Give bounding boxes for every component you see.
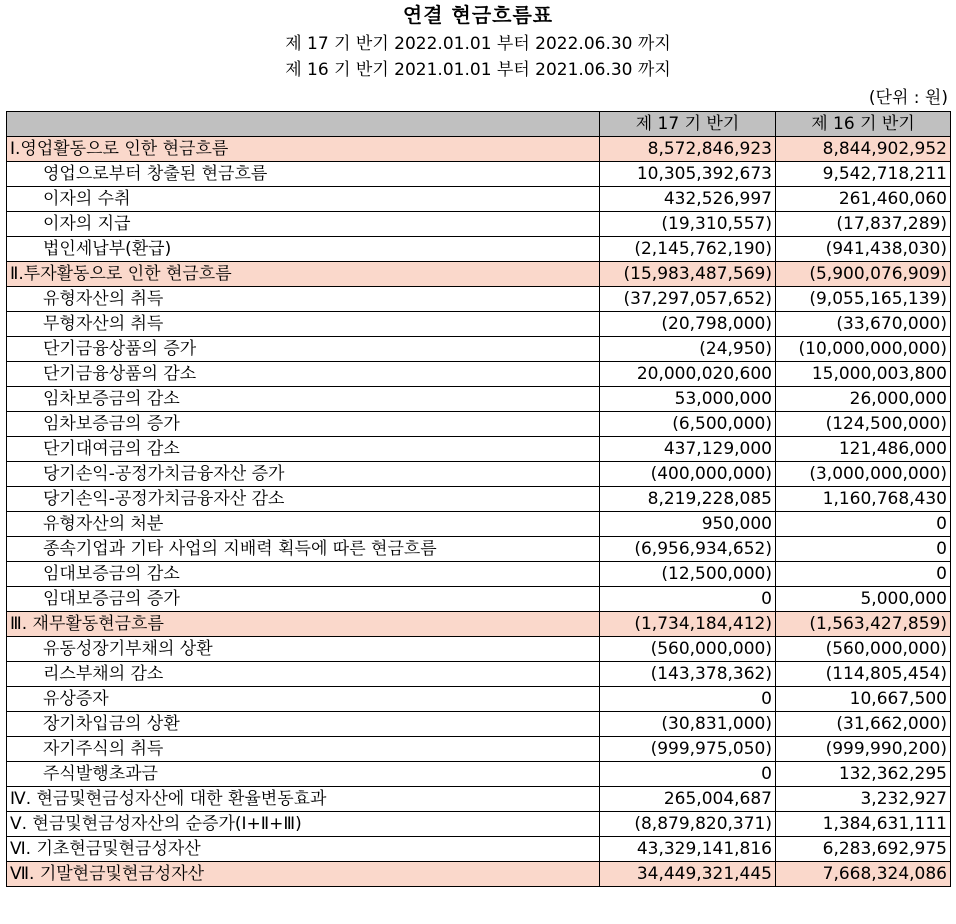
table-row [7,637,951,662]
period-current: 제 17 기 반기 2022.01.01 부터 2022.06.30 까지 [285,34,671,54]
row-label: 법인세납부(환급) [7,237,600,262]
row-current-value: 43,329,141,816 [600,837,776,862]
table-row [7,812,951,837]
row-label: 주식발행초과금 [7,762,600,787]
row-current-value: 0 [600,587,776,612]
row-label: 임대보증금의 감소 [7,562,600,587]
row-label: 자기주식의 취득 [7,737,600,762]
row-prior-value: 1,160,768,430 [776,487,951,512]
row-prior-value: (5,900,076,909) [776,262,951,287]
row-prior-value: (10,000,000,000) [776,337,951,362]
row-prior-value: 26,000,000 [776,387,951,412]
row-label: Ⅶ. 기말현금및현금성자산 [7,862,600,887]
row-prior-value: (999,990,200) [776,737,951,762]
table-row [7,137,951,162]
row-current-value: 20,000,020,600 [600,362,776,387]
row-current-value: 0 [600,762,776,787]
row-label: 임차보증금의 증가 [7,412,600,437]
table-row [7,762,951,787]
table-row [7,562,951,587]
cash-flow-table [6,111,951,887]
table-header-row [7,112,951,137]
table-row [7,237,951,262]
row-prior-value: (560,000,000) [776,637,951,662]
row-label: 임차보증금의 감소 [7,387,600,412]
row-label: Ⅳ. 현금및현금성자산에 대한 환율변동효과 [7,787,600,812]
row-current-value: (37,297,057,652) [600,287,776,312]
table-row [7,737,951,762]
row-label: 단기금융상품의 증가 [7,337,600,362]
row-current-value: (999,975,050) [600,737,776,762]
row-prior-value: 0 [776,562,951,587]
row-label: Ⅱ.투자활동으로 인한 현금흐름 [7,262,600,287]
table-row [7,212,951,237]
table-row [7,287,951,312]
table-row [7,687,951,712]
table-row [7,187,951,212]
table-row [7,512,951,537]
row-label: Ⅰ.영업활동으로 인한 현금흐름 [7,137,600,162]
row-current-value: (2,145,762,190) [600,237,776,262]
row-label: Ⅴ. 현금및현금성자산의 순증가(Ⅰ+Ⅱ+Ⅲ) [7,812,600,837]
row-label: 종속기업과 기타 사업의 지배력 획득에 따른 현금흐름 [7,537,600,562]
row-current-value: (560,000,000) [600,637,776,662]
row-prior-value: 1,384,631,111 [776,812,951,837]
row-label: 유형자산의 취득 [7,287,600,312]
row-label: 이자의 수취 [7,187,600,212]
table-row [7,312,951,337]
row-current-value: 34,449,321,445 [600,862,776,887]
table-row [7,837,951,862]
row-prior-value: (9,055,165,139) [776,287,951,312]
row-label: 이자의 지급 [7,212,600,237]
row-current-value: (20,798,000) [600,312,776,337]
row-current-value: 437,129,000 [600,437,776,462]
table-row [7,437,951,462]
period-prior: 제 16 기 반기 2021.01.01 부터 2021.06.30 까지 [285,60,671,80]
row-current-value: (1,734,184,412) [600,612,776,637]
row-prior-value: (3,000,000,000) [776,462,951,487]
row-prior-value: 3,232,927 [776,787,951,812]
row-current-value: (24,950) [600,337,776,362]
row-current-value: 8,219,228,085 [600,487,776,512]
unit-label: (단위 : 원) [868,88,948,108]
row-current-value: (19,310,557) [600,212,776,237]
row-current-value: 8,572,846,923 [600,137,776,162]
row-current-value: (15,983,487,569) [600,262,776,287]
row-label: 단기금융상품의 감소 [7,362,600,387]
row-label: 당기손익-공정가치금융자산 감소 [7,487,600,512]
header-label-cell [7,112,600,137]
header-current-period: 제 17 기 반기 [600,112,776,137]
table-row [7,337,951,362]
row-label: 리스부채의 감소 [7,662,600,687]
row-label: 영업으로부터 창출된 현금흐름 [7,162,600,187]
table-row [7,612,951,637]
row-label: 단기대여금의 감소 [7,437,600,462]
row-current-value: (6,956,934,652) [600,537,776,562]
row-prior-value: 0 [776,537,951,562]
row-current-value: 432,526,997 [600,187,776,212]
table-row [7,662,951,687]
row-current-value: (12,500,000) [600,562,776,587]
table-row [7,162,951,187]
row-current-value: (30,831,000) [600,712,776,737]
row-label: Ⅵ. 기초현금및현금성자산 [7,837,600,862]
statement-title: 연결 현금흐름표 [402,3,554,27]
row-prior-value: 10,667,500 [776,687,951,712]
row-current-value: 0 [600,687,776,712]
table-row [7,487,951,512]
row-prior-value: 121,486,000 [776,437,951,462]
row-prior-value: 132,362,295 [776,762,951,787]
row-prior-value: (17,837,289) [776,212,951,237]
row-current-value: (400,000,000) [600,462,776,487]
row-prior-value: (941,438,030) [776,237,951,262]
table-row [7,387,951,412]
row-label: 무형자산의 취득 [7,312,600,337]
row-current-value: (143,378,362) [600,662,776,687]
row-prior-value: 15,000,003,800 [776,362,951,387]
row-label: 장기차입금의 상환 [7,712,600,737]
row-current-value: 10,305,392,673 [600,162,776,187]
row-prior-value: (1,563,427,859) [776,612,951,637]
row-label: Ⅲ. 재무활동현금흐름 [7,612,600,637]
table-row [7,362,951,387]
row-label: 유동성장기부채의 상환 [7,637,600,662]
row-label: 임대보증금의 증가 [7,587,600,612]
table-row [7,262,951,287]
row-prior-value: 0 [776,512,951,537]
row-prior-value: 9,542,718,211 [776,162,951,187]
row-prior-value: (33,670,000) [776,312,951,337]
row-current-value: 950,000 [600,512,776,537]
table-row [7,862,951,887]
table-row [7,412,951,437]
row-prior-value: (114,805,454) [776,662,951,687]
row-current-value: 53,000,000 [600,387,776,412]
table-row [7,787,951,812]
row-prior-value: 5,000,000 [776,587,951,612]
table-body [7,137,951,887]
row-prior-value: 6,283,692,975 [776,837,951,862]
row-label: 당기손익-공정가치금융자산 증가 [7,462,600,487]
row-prior-value: (31,662,000) [776,712,951,737]
row-prior-value: 7,668,324,086 [776,862,951,887]
row-label: 유형자산의 처분 [7,512,600,537]
table-row [7,537,951,562]
table-row [7,462,951,487]
table-row [7,712,951,737]
header-prior-period: 제 16 기 반기 [776,112,951,137]
row-prior-value: (124,500,000) [776,412,951,437]
row-prior-value: 261,460,060 [776,187,951,212]
row-current-value: (8,879,820,371) [600,812,776,837]
row-label: 유상증자 [7,687,600,712]
row-current-value: (6,500,000) [600,412,776,437]
row-prior-value: 8,844,902,952 [776,137,951,162]
table-row [7,587,951,612]
row-current-value: 265,004,687 [600,787,776,812]
